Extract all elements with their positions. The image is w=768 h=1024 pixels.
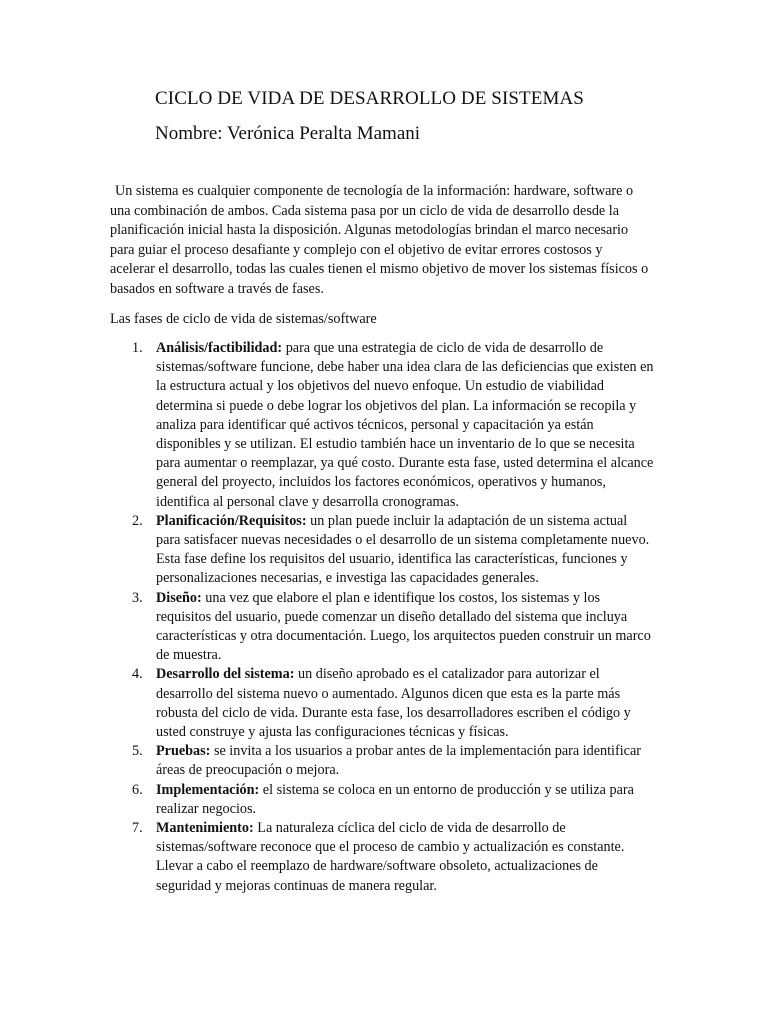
list-item-number: 1. <box>132 340 143 356</box>
list-item-text: un diseño aprobado es el catalizador para autorizar el desarrollo del sistema nuevo o aumentado. Algunos dicen que esta es la parte más robusta del ciclo de vida. Durante esta fase, los desarrolladores escriben el código y usted construye y ajusta las configuraciones técnicas y físicas. <box>156 666 631 741</box>
list-item-text: un plan puede incluir la adaptación de un sistema actual para satisfacer nuevas necesidades o el desarrollo de un sistema completamente nuevo. Esta fase define los requisitos del usuario, identifica las características, funciones y personalizaciones necesarias, e investiga las capacidades generales. <box>156 512 650 587</box>
list-item <box>110 339 654 512</box>
list-item <box>110 665 654 742</box>
list-item <box>110 589 654 666</box>
list-item-text: el sistema se coloca en un entorno de producción y se utiliza para realizar negocios. <box>156 781 634 817</box>
list-item <box>110 742 654 780</box>
document-title: CICLO DE VIDA DE DESARROLLO DE SISTEMAS <box>155 88 584 109</box>
list-item-number: 5. <box>132 743 143 760</box>
list-item-term: Diseño: <box>156 589 202 606</box>
list-item <box>110 512 654 589</box>
list-item-number: 4. <box>132 666 143 683</box>
author-name: Nombre: Verónica Peralta Mamani <box>155 123 421 144</box>
list-item-term: Pruebas: <box>156 743 211 760</box>
list-item-text: para que una estrategia de ciclo de vida de desarrollo de sistemas/software funcione, debe haber una idea clara de las deficiencias que existen en la estructura actual y los objetivos del nuevo enfoque. Un estudio de viabilidad determina si puede o debe lograr los objetivos del plan. La información se recopila y analiza para identificar qué activos técnicos, personal y capacitación ya están disponibles y se utilizan. El estudio también hace un inventario de lo que se necesita para aumentar o reemplazar, ya qué costo. Durante esta fase, usted determina el alcance general del proyecto, incluidos los factores económicos, operativos y humanos, identifica al personal clave y desarrolla cronogramas. <box>156 340 654 510</box>
list-item-text: una vez que elabore el plan e identifique los costos, los sistemas y los requisitos del usuario, puede comenzar un diseño detallado del sistema que incluya características y otra documentación. Luego, los arquitectos pueden construir un marco de muestra. <box>156 589 651 664</box>
phase-list <box>110 339 654 896</box>
list-item-number: 2. <box>132 512 143 529</box>
list-item-term: Desarrollo del sistema: <box>156 666 295 683</box>
list-item <box>110 781 654 819</box>
intro-paragraph: Un sistema es cualquier componente de tecnología de la información: hardware, software o una combinación de ambos. Cada sistema pasa por un ciclo de vida de desarrollo desde la planificación inicial hasta la disposición. Algunas metodologías brindan el marco necesario para guiar el proceso desafiante y complejo con el objetivo de evitar errores costosos y acelerar el desarrollo, todas las cuales tienen el mismo objetivo de mover los sistemas físicos o basados en software a través de fases. <box>110 183 649 297</box>
list-item-term: Implementación: <box>156 781 260 798</box>
list-item-text: se invita a los usuarios a probar antes de la implementación para identificar áreas de preocupación o mejora. <box>156 743 641 779</box>
list-item-text: La naturaleza cíclica del ciclo de vida de desarrollo de sistemas/software reconoce que el proceso de cambio y actualización es constante. Llevar a cabo el reemplazo de hardware/software obsoleto, actualizaciones de seguridad y mejoras continuas de manera regular. <box>156 820 625 894</box>
list-item-term: Planificación/Requisitos: <box>156 512 307 529</box>
list-item-number: 3. <box>132 589 143 606</box>
list-item-number: 7. <box>132 820 143 837</box>
phases-heading: Las fases de ciclo de vida de sistemas/software <box>110 311 377 327</box>
list-item-term: Análisis/factibilidad: <box>156 340 283 356</box>
list-item-term: Mantenimiento: <box>156 820 254 837</box>
list-item <box>110 819 654 896</box>
list-item-number: 6. <box>132 781 143 798</box>
